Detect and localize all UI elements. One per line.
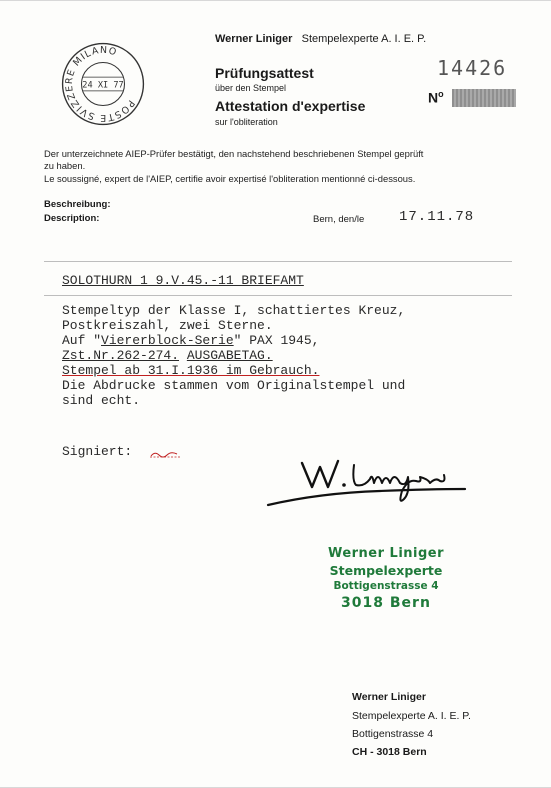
postmark-date: 24 XI 77 [82,80,124,91]
number-label: $N^o$ [428,89,444,106]
address-street: Bottigenstrasse 4 [352,728,434,740]
header-issuer [215,33,426,45]
subtitle-german: über den Stempel [215,83,287,93]
declaration-fr-line: Le soussigné, expert de l'AIEP, certifie avoir expertisé l'obliteration mentionné ci-dessous. [44,173,416,184]
body-line-3: Auf "Viererblock-Serie" PAX 1945, [62,333,320,348]
postmark-stamp [60,41,146,127]
body-line-1: Stempeltyp der Klasse I, schattiertes Kreuz, [62,303,406,318]
issuer-name: Werner Liniger [215,33,293,45]
issue-date: 17.11.78 [399,209,475,225]
green-stamp-name: Werner Liniger [327,546,445,561]
body-line-5: Stempel ab 31.I.1936 im Gebrauch. [62,363,320,378]
postmark-heading: SOLOTHURN 1 9.V.45.-11 BRIEFAMT [62,273,304,288]
address-name: Werner Liniger [352,691,426,703]
address-title: Stempelexperte A. I. E. P. [352,710,471,722]
body-line-6: Die Abdrucke stammen vom Originalstempel und [62,378,406,393]
red-mark [150,450,180,458]
address-city: CH - 3018 Bern [352,746,427,758]
signed-label: Signiert: [62,444,133,459]
green-stamp-title: Stempelexperte [329,563,443,578]
redacted-number-box [452,89,516,107]
body-line-4: Zst.Nr.262-274. AUSGABETAG. [62,348,273,363]
green-stamp-city: 3018 Bern [341,595,431,611]
declaration-de-line1: Der unterzeichnete AIEP-Prüfer bestätigt, den nachstehend beschriebenen Stempel geprüft [44,148,424,159]
place-date-label: Bern, den/le [313,214,365,225]
green-stamp-street: Bottigenstrasse 4 [333,580,439,592]
handwritten-signature [260,453,475,523]
label-description: Description: [44,213,100,224]
body-line-7: sind echt. [62,393,141,408]
separator-bottom [44,295,512,296]
declaration-de-line2: zu haben. [44,160,86,171]
postmark-ring-text: POSTE SVIZZERE MILANO [63,44,137,123]
separator-top [44,261,512,262]
certificate-number: 14426 [437,56,508,80]
issuer-title: Stempelexperte A. I. E. P. [301,33,427,45]
title-german: Prüfungsattest [215,65,314,81]
label-beschreibung: Beschreibung: [44,199,111,210]
subtitle-french: sur l'obliteration [215,117,278,127]
body-line-2: Postkreiszahl, zwei Sterne. [62,318,273,333]
title-french: Attestation d'expertise [215,98,366,114]
